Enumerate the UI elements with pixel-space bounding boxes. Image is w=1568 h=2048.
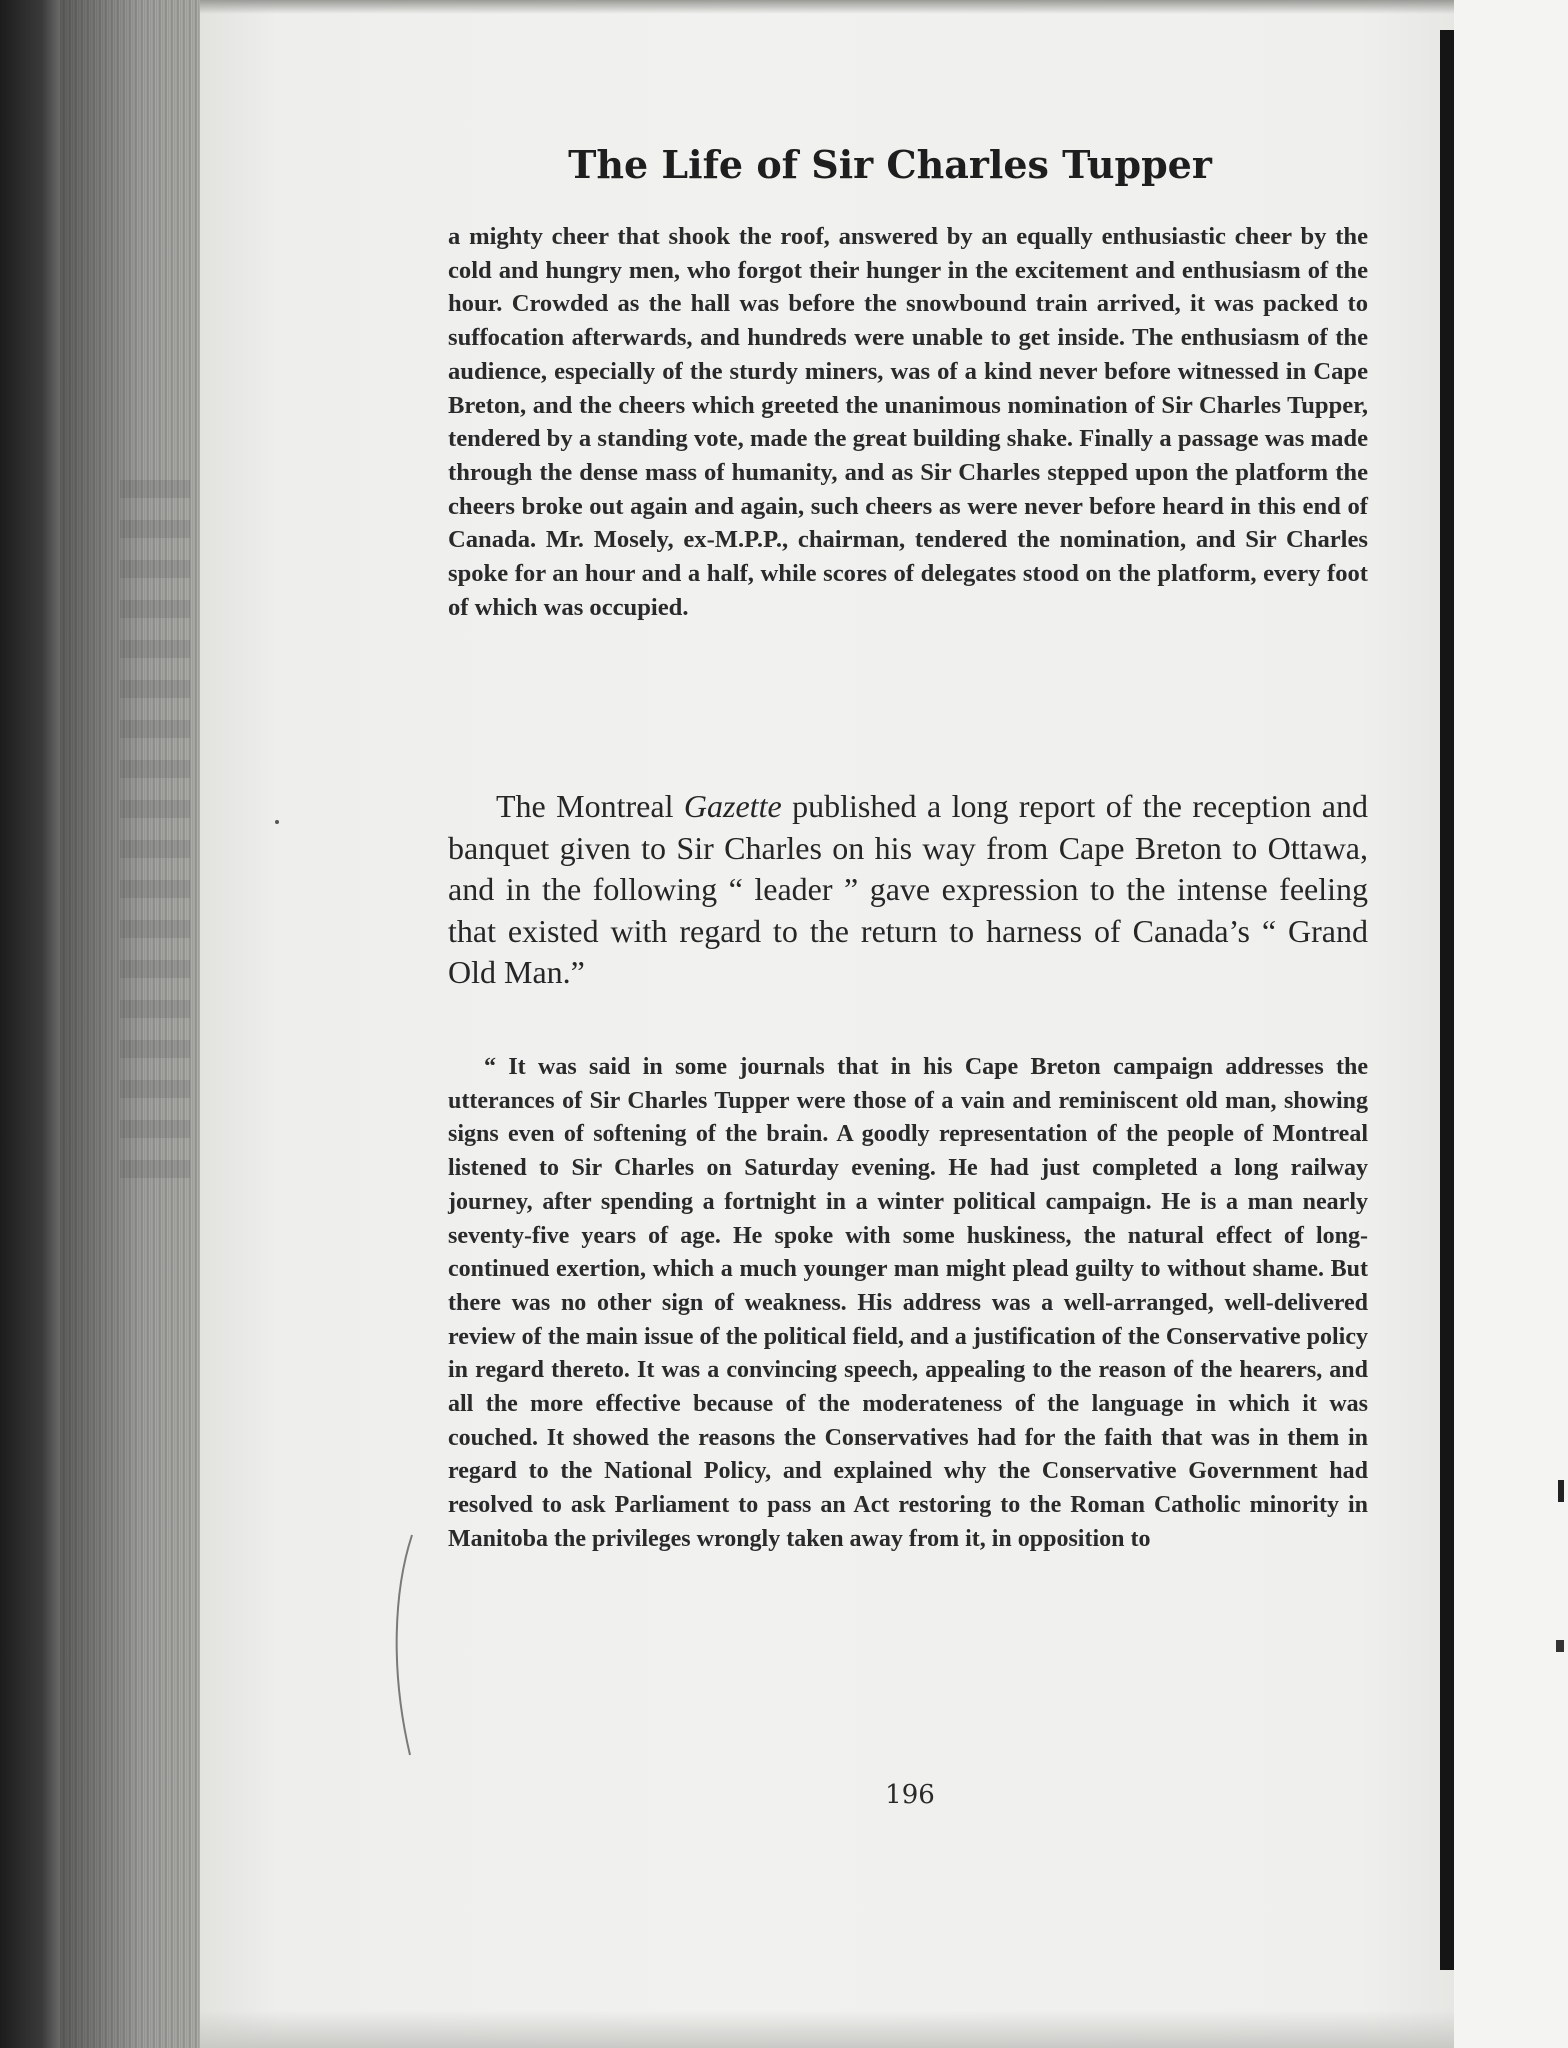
- dust-speck: [275, 820, 279, 824]
- facing-page-ink-mark: [1556, 1640, 1564, 1652]
- binding-shadow: [0, 0, 60, 2048]
- page-top-shadow: [200, 0, 1490, 14]
- gutter-divider: [1440, 30, 1454, 1970]
- paragraph-text: The Montreal: [496, 788, 684, 824]
- quoted-editorial: “ It was said in some journals that in his Cape Breton campaign addresses the utterances of Sir Charles Tupper were those of a vain and reminiscent old man, showing signs even of softening of the brain. A goodly representation of the people of Montreal listened to Sir Charles on Saturday evening. He had just completed a long railway journey, after spending a fortnight in a winter political campaign. He is a man nearly seventy-five years of age. He spoke with some huskiness, the natural effect of long-continued exertion, which a much younger man might plead guilty to without shame. But there was no other sign of weakness. His address was a well-arranged, well-delivered review of the main issue of the political field, and a justification of the Conservative policy in regard thereto. It was a convincing speech, appealing to the reason of the hearers, and all the more effective because of the moderateness of the language in which it was couched. It showed the reasons the Conservatives had for the faith that was in them in regard to the National Policy, and explained why the Conservative Government had resolved to ask Parliament to pass an Act restoring to the Roman Catholic minority in Manitoba the privileges wrongly taken away from it, in opposition to: [448, 1054, 1368, 1552]
- newspaper-title: Gazette: [683, 788, 782, 824]
- facing-page-ink-mark: [1558, 1480, 1564, 1502]
- paragraph-gazette-intro: [448, 786, 1368, 994]
- running-head: The Life of Sir Charles Tupper: [568, 142, 1212, 187]
- margin-pencil-bracket: [382, 1530, 432, 1760]
- paragraph-text: published a long report of the reception and banquet given to Sir Charles on his way from Cape Breton to Ottawa, and in the following “ leader ” gave expression to the intense feeling that existed with regard to the return to harness of Canada’s “ Grand Old Man.”: [448, 788, 1369, 990]
- page-number: 196: [885, 1780, 935, 1810]
- paragraph-continued: a mighty cheer that shook the roof, answered by an equally enthusiastic cheer by the cold and hungry men, who forgot their hunger in the excitement and enthusiasm of the hour. Crowded as the hall was before the snowbound train arrived, it was packed to suffocation afterwards, and hundreds were unable to get inside. The enthusiasm of the audience, especially of the sturdy miners, was of a kind never before witnessed in Cape Breton, and the cheers which greeted the unanimous nomination of Sir Charles Tupper, tendered by a standing vote, made the great building shake. Finally a passage was made through the dense mass of humanity, and as Sir Charles stepped upon the platform the cheers broke out again and again, such cheers as were never before heard in this end of Canada. Mr. Mosely, ex-M.P.P., chairman, tendered the nomination, and Sir Charles spoke for an hour and a half, while scores of delegates stood on the platform, every foot of which was occupied.: [448, 223, 1368, 621]
- library-stamp-mark: [120, 480, 190, 1200]
- facing-page-sliver: [1454, 0, 1568, 2048]
- page-bottom-edge: [200, 2010, 1490, 2048]
